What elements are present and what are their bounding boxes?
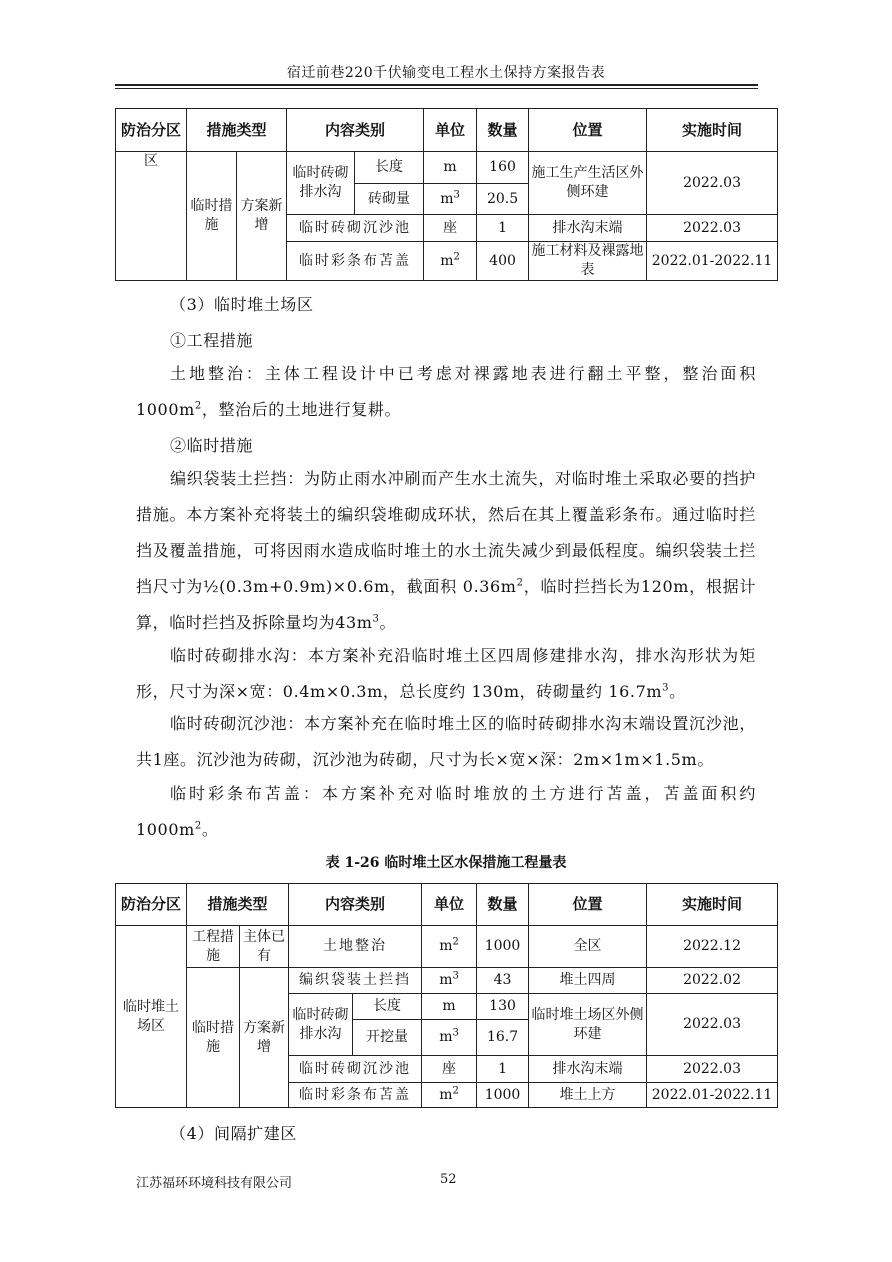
page-number: 52 bbox=[440, 1172, 457, 1187]
location-cell: 全区 bbox=[529, 926, 647, 968]
col-zone: 防治分区 bbox=[116, 884, 187, 926]
item-cell: 临时砖砌沉沙池 bbox=[289, 1056, 422, 1083]
qty-cell: 130 bbox=[477, 994, 529, 1020]
unit-cell: $m^3$ bbox=[422, 968, 477, 994]
item-cell: 砖砌量 bbox=[355, 184, 424, 215]
location-cell: 排水沟末端 bbox=[529, 1056, 647, 1083]
table-row bbox=[116, 968, 778, 994]
table-row bbox=[116, 926, 778, 968]
table-row bbox=[116, 152, 778, 184]
qty-cell: 400 bbox=[477, 242, 529, 281]
col-content: 内容类别 bbox=[289, 884, 422, 926]
location-cell: 堆土上方 bbox=[529, 1083, 647, 1108]
unit-cell: $m^2$ bbox=[424, 242, 477, 281]
zone-cell: 区 bbox=[116, 152, 187, 281]
unit-cell: m bbox=[424, 152, 477, 184]
qty-cell: 1000 bbox=[477, 1083, 529, 1108]
unit-cell: $m^2$ bbox=[422, 1083, 477, 1108]
time-cell: 2022.03 bbox=[647, 152, 778, 215]
type-cell: 方案新增 bbox=[237, 152, 287, 281]
time-cell: 2022.12 bbox=[647, 926, 778, 968]
page-header: 宿迁前巷220千伏输变电工程水土保持方案报告表 bbox=[286, 65, 606, 81]
paragraph-cover: 临时彩条布苫盖：本方案补充对临时堆放的土方进行苫盖，苫盖面积约$1000m^2$。 bbox=[136, 784, 756, 839]
type-cell: 临时措施 bbox=[187, 968, 240, 1108]
col-qty: 数量 bbox=[477, 109, 529, 152]
qty-cell: 16.7 bbox=[477, 1020, 529, 1056]
type-cell: 临时措施 bbox=[187, 152, 237, 281]
footer-company: 江苏福环环境科技有限公司 bbox=[136, 1176, 293, 1191]
col-qty: 数量 bbox=[477, 884, 529, 926]
unit-cell: 座 bbox=[424, 215, 477, 242]
table-header-row bbox=[116, 884, 778, 926]
paragraph-bags: 编织袋装土拦挡：为防止雨水冲刷而产生水土流失，对临时堆土采取必要的挡护措施。本方案补充将装土的编织袋堆砌成环状，然后在其上覆盖彩条布。通过临时拦挡及覆盖措施，可将因雨水造成临时堆土的水土流失减少到最低程度。编织袋装土拦挡尺寸为½(0.3m+0.9m)×0.6m，截面积 $0.36m^2$，临时拦挡长为120m，根据计算，临时拦挡及拆除量均为$43m^3$。 bbox=[136, 469, 757, 632]
item-cell: 土地整治 bbox=[289, 926, 422, 968]
header-rule-thick bbox=[115, 84, 758, 86]
col-location: 位置 bbox=[529, 884, 647, 926]
item-cell: 临时彩条布苫盖 bbox=[287, 242, 424, 281]
qty-cell: 43 bbox=[477, 968, 529, 994]
unit-cell: $m^3$ bbox=[422, 1020, 477, 1056]
col-type: 措施类型 bbox=[187, 109, 287, 152]
section-heading: （3）临时堆土场区 bbox=[170, 295, 314, 314]
qty-cell: 160 bbox=[477, 152, 529, 184]
col-time: 实施时间 bbox=[647, 109, 778, 152]
subsection-heading: ①工程措施 bbox=[170, 331, 254, 350]
item-cell: 编织袋装土拦挡 bbox=[289, 968, 422, 994]
time-cell: 2022.02 bbox=[647, 968, 778, 994]
col-content: 内容类别 bbox=[287, 109, 424, 152]
qty-cell: 20.5 bbox=[477, 184, 529, 215]
location-cell: 临时堆土场区外侧环建 bbox=[529, 994, 647, 1056]
time-cell: 2022.01-2022.11 bbox=[647, 242, 778, 281]
unit-cell: m bbox=[422, 994, 477, 1020]
paragraph-sand: 临时砖砌沉沙池：本方案补充在临时堆土区的临时砖砌排水沟末端设置沉沙池，共1座。沉沙池为砖砌，沉沙池为砖砌，尺寸为长×宽×深：2m×1m×1.5m。 bbox=[136, 714, 756, 769]
col-unit: 单位 bbox=[422, 884, 477, 926]
table-caption: 表 1-26 临时堆土区水保措施工程量表 bbox=[325, 855, 567, 871]
paragraph-drain: 临时砖砌排水沟：本方案补充沿临时堆土区四周修建排水沟，排水沟形状为矩形，尺寸为深×宽：0.4m×0.3m，总长度约 130m，砖砌量约 $16.7m^3$。 bbox=[136, 646, 756, 701]
type-cell: 工程措施 bbox=[187, 926, 240, 968]
item-cell: 长度 bbox=[353, 994, 422, 1020]
item-cell: 临时砖砌沉沙池 bbox=[287, 215, 424, 242]
item-cell: 临时砖砌排水沟 bbox=[287, 152, 355, 215]
paragraph-land: 土地整治：主体工程设计中已考虑对裸露地表进行翻土平整，整治面积$1000m^2$，整治后的土地进行复耕。 bbox=[136, 364, 756, 419]
zone-cell: 临时堆土场区 bbox=[116, 926, 187, 1108]
type-cell: 主体已有 bbox=[240, 926, 289, 968]
col-unit: 单位 bbox=[424, 109, 477, 152]
item-cell: 临时砖砌排水沟 bbox=[289, 994, 353, 1056]
col-zone: 防治分区 bbox=[116, 109, 187, 152]
header-rule-thin bbox=[115, 88, 758, 89]
section-heading: （4）间隔扩建区 bbox=[170, 1124, 297, 1143]
item-cell: 临时彩条布苫盖 bbox=[289, 1083, 422, 1108]
unit-cell: $m^3$ bbox=[424, 184, 477, 215]
time-cell: 2022.03 bbox=[647, 994, 778, 1056]
location-cell: 施工材料及裸露地表 bbox=[529, 242, 647, 281]
item-cell: 开挖量 bbox=[353, 1020, 422, 1056]
qty-cell: 1000 bbox=[477, 926, 529, 968]
col-location: 位置 bbox=[529, 109, 647, 152]
col-time: 实施时间 bbox=[647, 884, 778, 926]
col-type: 措施类型 bbox=[187, 884, 289, 926]
qty-cell: 1 bbox=[477, 215, 529, 242]
unit-cell: $m^2$ bbox=[422, 926, 477, 968]
time-cell: 2022.03 bbox=[647, 215, 778, 242]
qty-cell: 1 bbox=[477, 1056, 529, 1083]
unit-cell: 座 bbox=[422, 1056, 477, 1083]
location-cell: 排水沟末端 bbox=[529, 215, 647, 242]
item-cell: 长度 bbox=[355, 152, 424, 184]
subsection-heading: ②临时措施 bbox=[170, 436, 254, 455]
table-header-row bbox=[116, 109, 778, 152]
time-cell: 2022.03 bbox=[647, 1056, 778, 1083]
location-cell: 堆土四周 bbox=[529, 968, 647, 994]
location-cell: 施工生产生活区外侧环建 bbox=[529, 152, 647, 215]
stockpile-measures-table bbox=[115, 883, 778, 1108]
time-cell: 2022.01-2022.11 bbox=[647, 1083, 778, 1108]
measures-table-continued bbox=[115, 108, 778, 281]
type-cell: 方案新增 bbox=[240, 968, 289, 1108]
